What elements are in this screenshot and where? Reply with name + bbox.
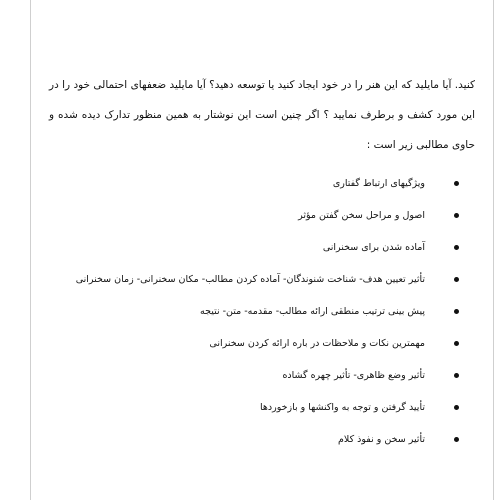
bullet-dot-icon <box>454 437 459 442</box>
bullet-item <box>49 366 441 398</box>
bullet-item <box>49 302 441 334</box>
bullet-item <box>49 334 441 366</box>
bullet-dot-icon <box>454 309 459 314</box>
intro-paragraph: کنید. آیا مایلید که این هنر را در خود ایجاد کنید یا توسعه دهید؟ آیا مایلید ضعفهای احتمالی خود را در این مورد کشف و برطرف نمایید ؟ اگر چنین است این نوشتار به همین منظور تدارک دیده شده و حاوی مطالبی زیر است : <box>49 79 475 151</box>
bullet-text: پیش بینی ترتیب منطقی ارائه مطالب- مقدمه- متن- نتیجه <box>199 306 425 317</box>
bullet-text: آماده شدن برای سخنرانی <box>322 242 425 253</box>
document-content <box>49 70 475 462</box>
bullet-item <box>49 206 441 238</box>
bullet-dot-icon <box>454 181 459 186</box>
bullet-text: تأیید گرفتن و توجه به واکنشها و بازخوردها <box>259 402 425 413</box>
bullet-list <box>49 174 475 462</box>
bullet-text: ویژگیهای ارتباط گفتاری <box>332 178 425 189</box>
bullet-dot-icon <box>454 405 459 410</box>
bullet-dot-icon <box>454 341 459 346</box>
bullet-text: تأثیر وضع ظاهری- تأثیر چهره گشاده <box>282 370 425 381</box>
bullet-text: اصول و مراحل سخن گفتن مؤثر <box>298 210 425 221</box>
bullet-item <box>49 270 441 302</box>
bullet-dot-icon <box>454 245 459 250</box>
bullet-dot-icon <box>454 277 459 282</box>
bullet-text: تأثیر سخن و نفوذ کلام <box>338 434 425 445</box>
bullet-item <box>49 430 441 462</box>
bullet-dot-icon <box>454 213 459 218</box>
bullet-item <box>49 238 441 270</box>
bullet-item <box>49 174 441 206</box>
document-page <box>30 0 494 500</box>
bullet-dot-icon <box>454 373 459 378</box>
bullet-text: مهمترین نکات و ملاحظات در باره ارائه کردن سخنرانی <box>209 338 425 349</box>
bullet-item <box>49 398 441 430</box>
bullet-text: تأثیر تعیین هدف- شناخت شنوندگان- آماده کردن مطالب- مکان سخنرانی- زمان سخنرانی <box>75 274 425 285</box>
